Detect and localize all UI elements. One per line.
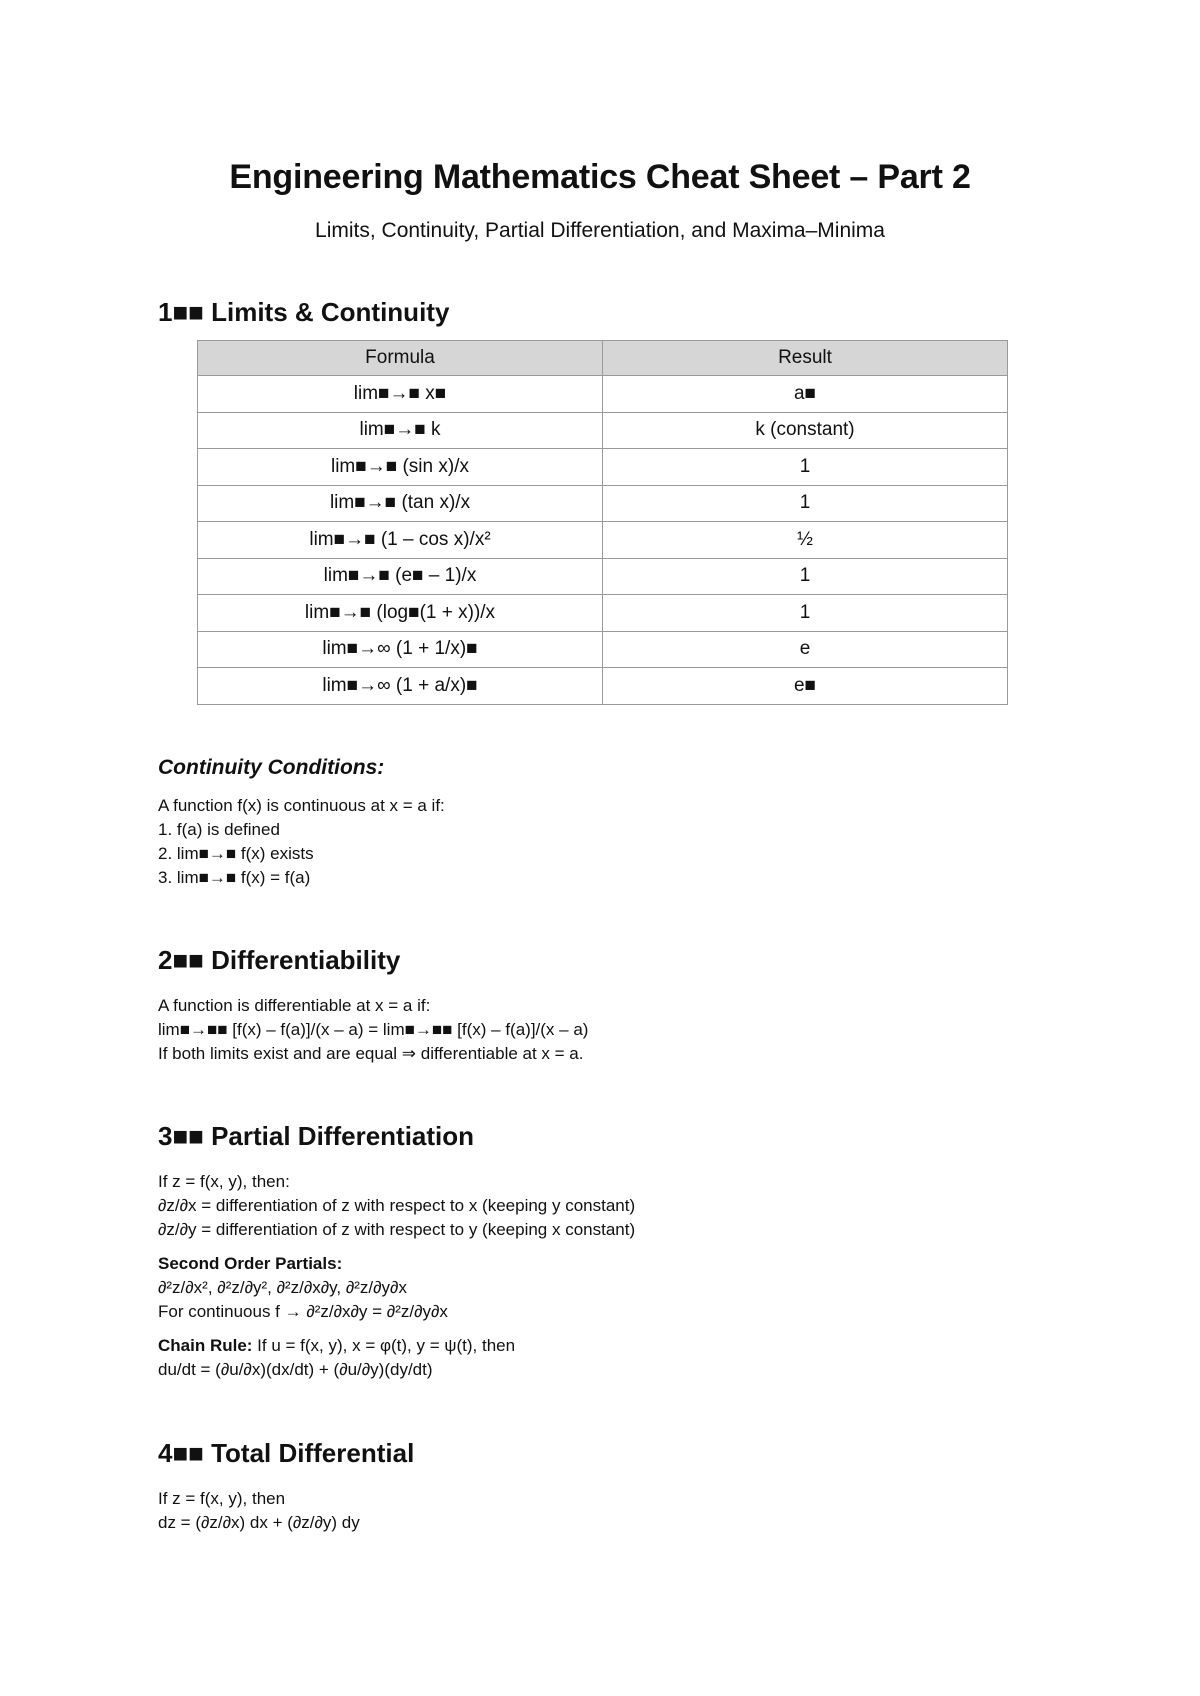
result-cell: 1 <box>603 558 1008 595</box>
formula-cell: lim■→∞ (1 + a/x)■ <box>198 668 603 705</box>
table-row <box>198 412 1008 449</box>
table-row <box>198 522 1008 559</box>
continuity-line: 2. lim■→■ f(x) exists <box>158 844 314 863</box>
second-order-label: Second Order Partials: <box>158 1254 343 1273</box>
differentiability-line: A function is differentiable at x = a if: <box>158 996 431 1015</box>
result-cell: a■ <box>603 376 1008 413</box>
result-cell: 1 <box>603 595 1008 632</box>
table-row <box>198 485 1008 522</box>
formula-cell: lim■→■ x■ <box>198 376 603 413</box>
table-row <box>198 449 1008 486</box>
chain-rule-line <box>158 1334 515 1358</box>
result-cell: ½ <box>603 522 1008 559</box>
second-order-line: ∂²z/∂x², ∂²z/∂y², ∂²z/∂x∂y, ∂²z/∂y∂x <box>158 1278 407 1297</box>
total-differential-line: If z = f(x, y), then <box>158 1489 286 1508</box>
table-row <box>198 595 1008 632</box>
total-differential-line: dz = (∂z/∂x) dx + (∂z/∂y) dy <box>158 1513 360 1532</box>
table-row <box>198 668 1008 705</box>
differentiability-line: lim■→■■ [f(x) – f(a)]/(x – a) = lim■→■■ [f(x) – f(a)]/(x – a) <box>158 1020 589 1039</box>
section-heading-differentiability: 2■■ Differentiability <box>158 945 401 975</box>
page-subtitle: Limits, Continuity, Partial Differentiation, and Maxima–Minima <box>315 219 885 242</box>
table-header-formula: Formula <box>198 341 603 376</box>
result-cell: 1 <box>603 485 1008 522</box>
continuity-line: 1. f(a) is defined <box>158 820 280 839</box>
section-heading-total-differential: 4■■ Total Differential <box>158 1438 415 1468</box>
partial-line: If z = f(x, y), then: <box>158 1172 290 1191</box>
formula-cell: lim■→∞ (1 + 1/x)■ <box>198 631 603 668</box>
result-cell: k (constant) <box>603 412 1008 449</box>
second-order-line: For continuous f → ∂²z/∂x∂y = ∂²z/∂y∂x <box>158 1302 448 1321</box>
table-row <box>198 558 1008 595</box>
formula-cell: lim■→■ (e■ – 1)/x <box>198 558 603 595</box>
chain-rule-text: If u = f(x, y), x = φ(t), y = ψ(t), then <box>252 1336 516 1355</box>
page-title: Engineering Mathematics Cheat Sheet – Part 2 <box>229 158 971 196</box>
differentiability-line: If both limits exist and are equal ⇒ differentiable at x = a. <box>158 1044 584 1063</box>
result-cell: e■ <box>603 668 1008 705</box>
formula-cell: lim■→■ (log■(1 + x))/x <box>198 595 603 632</box>
continuity-line: A function f(x) is continuous at x = a if: <box>158 796 445 815</box>
section-heading-partial: 3■■ Partial Differentiation <box>158 1121 475 1151</box>
chain-rule-label: Chain Rule: <box>158 1336 253 1355</box>
table-row <box>198 376 1008 413</box>
continuity-line: 3. lim■→■ f(x) = f(a) <box>158 868 311 887</box>
limits-table <box>197 340 1008 705</box>
formula-cell: lim■→■ (tan x)/x <box>198 485 603 522</box>
partial-line: ∂z/∂x = differentiation of z with respect to x (keeping y constant) <box>158 1196 636 1215</box>
partial-line: ∂z/∂y = differentiation of z with respect to y (keeping x constant) <box>158 1220 636 1239</box>
formula-cell: lim■→■ (sin x)/x <box>198 449 603 486</box>
result-cell: 1 <box>603 449 1008 486</box>
table-header-result: Result <box>603 341 1008 376</box>
result-cell: e <box>603 631 1008 668</box>
table-row <box>198 631 1008 668</box>
continuity-heading: Continuity Conditions: <box>158 756 385 779</box>
table-header-row <box>198 341 1008 376</box>
formula-cell: lim■→■ (1 – cos x)/x² <box>198 522 603 559</box>
formula-cell: lim■→■ k <box>198 412 603 449</box>
chain-rule-formula: du/dt = (∂u/∂x)(dx/dt) + (∂u/∂y)(dy/dt) <box>158 1360 433 1379</box>
section-heading-limits: 1■■ Limits & Continuity <box>158 297 450 327</box>
